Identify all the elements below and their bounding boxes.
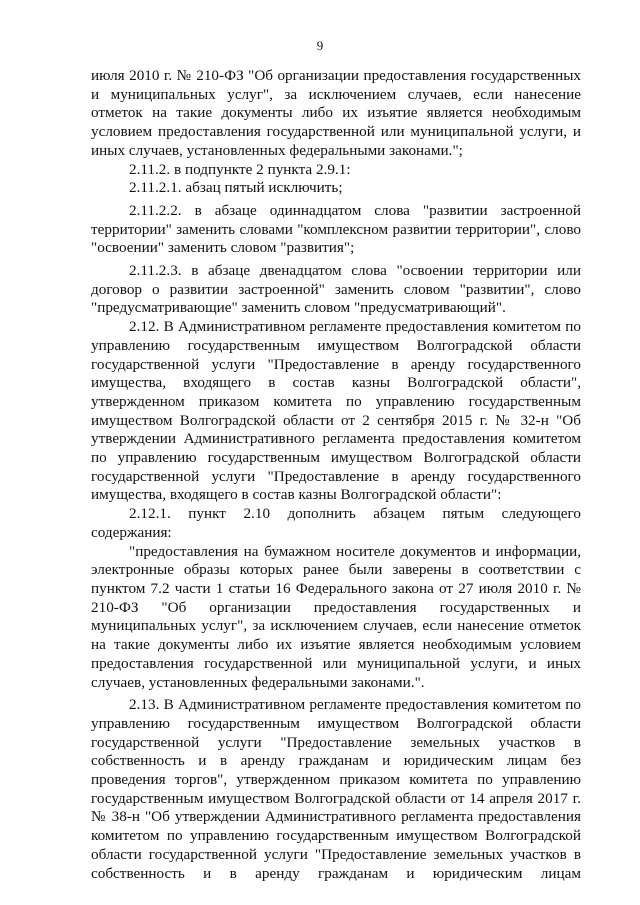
page-number: 9 [316, 38, 324, 53]
paragraph-2-12: 2.12. В Административном регламенте предоставления комитетом по управлению государственным имуществом Волгоградской области государственной услуги "Предоставление в аренду государственного имущества, входящего в состав казны Волгоградской области", утвержденном приказом комитета по управлению государственным имуществом Волгоградской области от 2 сентября 2015 г. № 32-н "Об утверждении Административного регламента предоставления комитетом по управлению государственным имуществом Волгоградской области государственной услуги "Предоставление в аренду государственного имущества, входящего в состав казны Волгоградской области": [91, 318, 581, 504]
paragraph-quoted-insert: "предоставления на бумажном носителе документов и информации, электронные образы которых ранее были заверены в соответствии с пунктом 7.2 части 1 статьи 16 Федерального закона от 27 июля 2010 г. № 210-ФЗ "Об организации предоставления государственных и муниципальных услуг", за исключением случаев, если нанесение отметок на такие документы либо их изъятие является необходимым условием предоставления государственной или муниципальной услуги, и иных случаев, установленных федеральными законами.". [91, 542, 581, 691]
paragraph-2-12-1: 2.12.1. пункт 2.10 дополнить абзацем пятым следующего содержания: [91, 505, 581, 541]
paragraph-continuation: июля 2010 г. № 210-ФЗ "Об организации предоставления государственных и муниципальных услуг", за исключением случаев, если нанесение отметок на такие документы либо их изъятие является необходимым условием предоставления государственной или муниципальной услуги, и иных случаев, установленных федеральными законами."; [91, 67, 581, 159]
document-body [91, 67, 581, 883]
paragraph-2-11-2-3: 2.11.2.3. в абзаце двенадцатом слова "освоении территории или договор о развитии застроенной" заменить словом "развитии", слово "предусматривающие" заменить словом "предусматривающий". [91, 262, 581, 317]
paragraph-2-13: 2.13. В Административном регламенте предоставления комитетом по управлению государственным имуществом Волгоградской области государственной услуги "Предоставление земельных участков в собственность и в аренду гражданам и юридическим лицам без проведения торгов", утвержденном приказом комитета по управлению государственным имуществом Волгоградской области от 14 апреля 2017 г. № 38-н "Об утверждении Административного регламента предоставления комитетом по управлению государственным имуществом Волгоградской области государственной услуги "Предоставление земельных участков в собственность и в аренду гражданам и юридическим лицам [91, 696, 581, 882]
paragraph-2-11-2-2: 2.11.2.2. в абзаце одиннадцатом слова "развитии застроенной территории" заменить словами "комплексном развитии территории", слово "освоении" заменить словом "развития"; [91, 201, 581, 257]
paragraph-2-11-2: 2.11.2. в подпункте 2 пункта 2.9.1: [129, 160, 351, 178]
paragraph-2-11-2-1: 2.11.2.1. абзац пятый исключить; [129, 179, 343, 197]
